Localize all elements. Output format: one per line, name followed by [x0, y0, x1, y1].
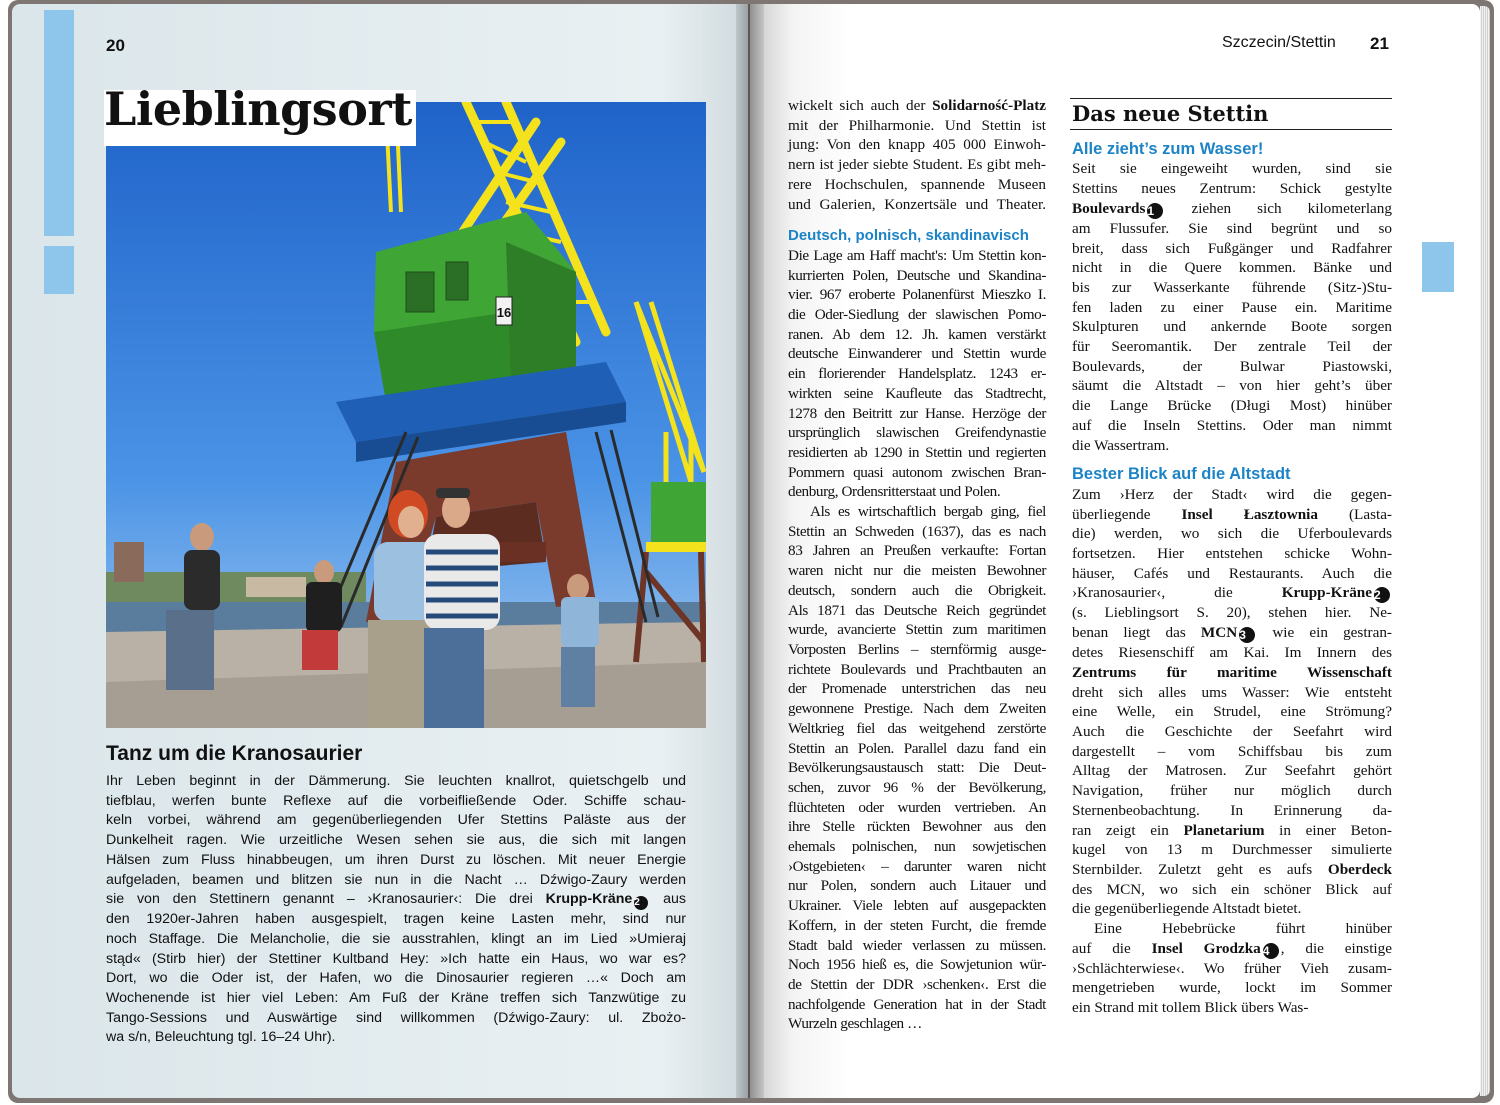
text-run: Stettin an Polen. Parallel dazu fand ein: [788, 739, 1046, 757]
text-run: breit, dass sich Fußgänger und Radfahrer: [1072, 239, 1392, 257]
text-run: rere Hochschulen, spannende Museen: [788, 175, 1046, 193]
text-line: [788, 798, 1046, 818]
text-line: [1070, 978, 1392, 998]
text-line: [1070, 524, 1392, 544]
bold-term: Boulevards: [1072, 199, 1146, 217]
text-run: tiefblau, werfen bunte Reflexe auf die vorbeifließende Oder. Schiffe schau-: [106, 792, 686, 809]
text-run: Alltag der Matrosen. Zur Seefahrt gehört: [1072, 762, 1392, 780]
text-line: [1070, 899, 1392, 919]
text-run: wa s/n, Beleuchtung tgl. 16–24 Uhr).: [106, 1029, 336, 1046]
map-marker-badge: 3: [1239, 627, 1255, 643]
text-run: ran zeigt ein: [1072, 821, 1184, 839]
middle-subheading: Deutsch, polnisch, skandinavisch: [788, 227, 1029, 245]
text-line: [1070, 623, 1392, 643]
text-line: [1070, 722, 1392, 742]
text-run: aus: [650, 891, 686, 908]
text-run: fen laden zu einer Pause ein. Maritime: [1072, 298, 1392, 316]
text-run: 1278 den Beitritt zur Hanse. Herzöge der: [788, 404, 1046, 422]
text-line: [788, 660, 1046, 680]
text-run: (s. Lieblingsort S. 20), stehen hier. Ne-: [1072, 604, 1392, 622]
text-run: dreht sich alles ums Wasser: Wie entsteht: [1072, 683, 1392, 701]
page-title: Lieblingsort: [104, 82, 412, 136]
bold-term: Solidarność-Platz: [932, 97, 1046, 114]
text-line: [106, 831, 686, 851]
text-run: Noch 1956 hieß es, die Sowjetunion wür-: [788, 956, 1046, 974]
book-gutter: [736, 4, 764, 1098]
text-run: nicht in die Quere kommen. Bänke und: [1072, 259, 1392, 277]
text-line: [788, 995, 1046, 1015]
text-run: ziehen sich kilometerlang: [1165, 199, 1392, 217]
text-line: [1070, 663, 1392, 683]
text-run: wurde, avancierte Stettin zum maritimen: [788, 621, 1046, 639]
text-run: gewonnene Prestige. Nach dem Zweiten: [788, 700, 1046, 718]
text-run: Stettins neues Zentrum: Schick gestylte: [1072, 180, 1392, 198]
text-run: Seit sie eingeweiht wurden, sind sie: [1072, 160, 1392, 178]
text-line: [788, 857, 1046, 877]
text-run: jung: Von den knapp 405 000 Einwoh-: [788, 136, 1046, 154]
text-line: [1070, 179, 1392, 199]
text-run: säumt die Altstadt – von hier geht’s über: [1072, 377, 1392, 395]
text-run: Sternenbeobachtung. In Erinnerung da-: [1072, 801, 1392, 819]
text-line: [788, 719, 1046, 739]
text-run: Hälsen zum Fluss hinabbeugen, um ihren Durst zu löschen. Mit neuer Energie: [106, 851, 686, 868]
text-run: ranen. Ab dem 12. Jh. kamen verstärkt: [788, 325, 1046, 343]
text-line: [1070, 880, 1392, 900]
text-run: Sternbilder. Zuletzt geht es aufs: [1072, 860, 1328, 878]
text-line: [1070, 583, 1392, 603]
text-line: [788, 955, 1046, 975]
text-run: kurrierten Polen, Deutsche und Skandina-: [788, 266, 1046, 284]
map-marker-badge: 1: [1147, 203, 1163, 219]
text-run: noch Staffage. Die Melancholie, die sie ausstrahlen, klingt an im Lied »Umieraj: [106, 930, 686, 947]
text-line: [788, 699, 1046, 719]
text-run: wirkten seine Kaufleute das Stadtrecht,: [788, 384, 1046, 402]
text-line: [106, 772, 686, 792]
text-run: Dort, wo die Oder ist, der Hafen, wo die Dinosaurier regieren …« Doch am: [106, 970, 686, 987]
text-run: Zum ›Herz der Stadt‹ wird die gegen-: [1072, 485, 1392, 503]
text-line: [788, 96, 1046, 116]
text-line: [788, 758, 1046, 778]
crane-photo: [106, 102, 706, 728]
middle-column: [788, 96, 1046, 1034]
text-line: [788, 502, 1046, 522]
text-run: Stadt bald wieder verlassen zu müssen.: [788, 936, 1046, 954]
text-line: [788, 679, 1046, 699]
text-line: [1070, 159, 1392, 179]
text-line: [1070, 239, 1392, 259]
text-line: [106, 890, 686, 910]
text-line: [788, 423, 1046, 443]
text-run: die) werden, wo sich die Uferboulevards: [1072, 525, 1392, 543]
text-line: [1070, 761, 1392, 781]
text-run: Auch die Geschichte der Seefahrt wird: [1072, 722, 1392, 740]
text-line: [788, 175, 1046, 195]
text-run: Ukrainer. Viele lebten auf ausgepackten: [788, 897, 1046, 915]
text-line: [1070, 603, 1392, 623]
text-line: [106, 792, 686, 812]
text-line: [1070, 505, 1392, 525]
text-run: Als es wirtschaftlich bergab ging, fiel: [810, 503, 1046, 521]
text-run: 83 Jahren an Preußen verkaufte: Fortan: [788, 542, 1046, 560]
text-line: [106, 950, 686, 970]
text-run: waren nicht nur die meisten Bewohner: [788, 562, 1046, 580]
bold-term: Insel Grodzka: [1151, 939, 1261, 957]
text-run: auf die Inseln Stettins. Oder man nimmt: [1072, 416, 1392, 434]
left-page: [12, 4, 748, 1098]
text-run: mengetrieben wurde, lockt im Sommer: [1072, 979, 1392, 997]
text-line: [1070, 998, 1392, 1018]
text-run: auf die: [1072, 939, 1152, 957]
bold-term: Insel Łasztownia: [1181, 505, 1318, 523]
text-run: detes Riesenschiff am Kai. Im Innern des: [1072, 644, 1392, 662]
text-line: [788, 443, 1046, 463]
text-run: Wurzeln geschlagen …: [788, 1015, 922, 1033]
text-line: [1070, 702, 1392, 722]
text-run: Ihr Leben beginnt in der Dämmerung. Sie leuchten knallrot, quietschgelb und: [106, 773, 686, 789]
text-run: die gegenüberliegende Altstadt bietet.: [1072, 900, 1302, 918]
text-line: [788, 837, 1046, 857]
text-line: [788, 285, 1046, 305]
text-line: [1070, 939, 1392, 959]
text-run: eine Welle, ein Strudel, eine Strömung?: [1072, 703, 1392, 721]
text-line: [788, 384, 1046, 404]
text-line: [788, 817, 1046, 837]
text-line: [1070, 742, 1392, 762]
text-line: [1070, 781, 1392, 801]
box-title: Das neue Stettin: [1072, 101, 1269, 126]
text-run: Pommern quasi autonom zwischen Bran-: [788, 463, 1046, 481]
text-run: wickelt sich auch der: [788, 97, 933, 114]
text-run: ihre Stelle rückten Bewohner aus den: [788, 818, 1046, 836]
text-line: [788, 620, 1046, 640]
text-run: aufgeladen, beamen und blitzen sie nun in die Nacht … Dźwigo-Zaury werden: [106, 871, 686, 888]
box-subheading-2: Bester Blick auf die Altstadt: [1072, 465, 1291, 484]
text-run: , die einstige: [1280, 939, 1392, 957]
text-run: nachfolgende Generation hat in der Stadt: [788, 995, 1046, 1013]
text-run: in einer Beton-: [1264, 821, 1392, 839]
text-run: häuser, Cafés und Restaurants. Auch die: [1072, 564, 1392, 582]
text-line: [788, 778, 1046, 798]
page-number-right: 21: [1370, 34, 1389, 53]
info-box: [1070, 98, 1392, 1018]
text-run: residierten ab 1290 in Stettin und regierten: [788, 443, 1046, 461]
text-run: vier. 967 eroberte Polanenfürst Mieszko I.: [788, 286, 1046, 304]
article-body: [106, 772, 686, 1048]
text-line: [106, 969, 686, 989]
text-run: fortsetzen. Hier entstehen schicke Wohn-: [1072, 545, 1392, 563]
text-line: [106, 1009, 686, 1029]
text-run: keln vorbei, während am gegenüberliegenden Ufer Stettins Paläste aus der: [106, 812, 686, 829]
text-run: Stettin an Schweden (1637), das es nach: [788, 522, 1046, 540]
text-run: und Galerien, Konzertsäle und Theater.: [788, 195, 1046, 213]
running-head: Szczecin/Stettin: [1222, 34, 1336, 51]
section-heading: Tanz um die Kranosaurier: [106, 742, 363, 765]
map-marker-badge: 2: [1374, 587, 1390, 603]
text-run: den 1920er-Jahren haben ausgespielt, tragen keine Lasten mehr, sind nur: [106, 911, 686, 928]
text-run: de Stettin der DDR ›schenken‹. Erst die: [788, 975, 1046, 993]
box-section-2: [1070, 485, 1392, 1018]
text-line: [1070, 860, 1392, 880]
text-line: [106, 910, 686, 930]
text-run: Bevölkerungsaustausch statt: Die Deut-: [788, 759, 1046, 777]
crane-number-plate: 16: [496, 305, 512, 320]
box-section-1: [1070, 159, 1392, 455]
text-run: die Wassertram.: [1072, 436, 1170, 454]
section-tab-right: [1422, 242, 1454, 292]
text-run: nur Polen, sondern auch Litauer und: [788, 877, 1046, 895]
text-line: [788, 640, 1046, 660]
text-line: [788, 1014, 1046, 1034]
text-run: für Seeromantik. Der zentrale Teil der: [1072, 338, 1392, 356]
text-run: Weltkrieg fiel das weitgehend zerstörte: [788, 719, 1046, 737]
text-run: ›Ostgebieten‹ – darunter waren nicht: [788, 857, 1046, 875]
text-run: dargestellt – vom Schiffsbau bis zum: [1072, 742, 1392, 760]
text-line: [1070, 376, 1392, 396]
text-line: [1070, 564, 1392, 584]
text-run: ein Strand mit tollem Blick übers Was-: [1072, 999, 1309, 1017]
text-line: [1070, 544, 1392, 564]
text-line: [788, 561, 1046, 581]
text-line: [788, 975, 1046, 995]
text-line: [788, 522, 1046, 542]
text-run: deutsche Einwanderer und Stettin wurde: [788, 345, 1046, 363]
text-run: (Lasta-: [1317, 505, 1392, 523]
text-run: flüchteten oder wurden vertrieben. An: [788, 798, 1046, 816]
text-run: die Lange Brücke (Długi Most) hinüber: [1072, 397, 1392, 415]
text-run: Koffern, in der steten Furcht, die fremde: [788, 916, 1046, 934]
text-line: [788, 344, 1046, 364]
text-line: [788, 195, 1046, 215]
bold-term: Krupp-Kräne: [1281, 584, 1372, 602]
text-line: [788, 325, 1046, 345]
text-line: [1070, 396, 1392, 416]
page-edges: [1480, 6, 1490, 1096]
text-line: [788, 541, 1046, 561]
text-line: [788, 581, 1046, 601]
text-line: [1070, 199, 1392, 219]
text-run: Boulevards, der Bulwar Piastowski,: [1072, 357, 1392, 375]
text-line: [788, 404, 1046, 424]
text-run: des MCN, wo sich ein schöner Blick auf: [1072, 880, 1392, 898]
text-run: schen, zuvor 96 % der Bevölkerung,: [788, 778, 1046, 796]
text-run: ehemals polnischen, nun sowjetischen: [788, 838, 1046, 856]
text-line: [788, 482, 1046, 502]
text-run: richtete Boulevards und Prachtbauten an: [788, 660, 1046, 678]
text-line: [106, 871, 686, 891]
text-run: wie ein gestran-: [1257, 624, 1392, 642]
text-run: benan liegt das: [1072, 624, 1201, 642]
text-line: [1070, 278, 1392, 298]
text-line: [788, 739, 1046, 759]
text-line: [788, 364, 1046, 384]
bold-term: Oberdeck: [1327, 860, 1392, 878]
text-line: [106, 1028, 686, 1048]
text-line: [788, 463, 1046, 483]
text-line: [788, 266, 1046, 286]
map-marker-badge: 2: [634, 896, 648, 910]
box-title-rule: [1070, 129, 1392, 130]
text-run: Eine Hebebrücke führt hinüber: [1094, 920, 1392, 938]
text-run: überliegende: [1072, 505, 1182, 523]
text-line: [1070, 821, 1392, 841]
text-line: [788, 246, 1046, 266]
section-tab-upper: [44, 10, 74, 236]
text-line: [788, 916, 1046, 936]
page-number-left: 20: [106, 36, 125, 55]
bold-term: Zentrums für maritime Wissenschaft: [1072, 663, 1392, 681]
text-run: nern ist jeder siebte Student. Es gibt meh-: [788, 156, 1046, 174]
text-line: [106, 930, 686, 950]
text-line: [1070, 317, 1392, 337]
text-run: Als 1871 das Deutsche Reich gegründet: [788, 601, 1046, 619]
text-run: Vorposten Berlins – sternförmig ausge-: [788, 640, 1046, 658]
bold-term: Planetarium: [1183, 821, 1265, 839]
text-line: [788, 155, 1046, 175]
text-run: deutsch, sondern auch die Obrigkeit.: [788, 581, 1046, 599]
middle-column-intro: [788, 96, 1046, 214]
text-run: Navigation, früher nur möglich durch: [1072, 782, 1392, 800]
text-line: [1070, 801, 1392, 821]
text-run: die Oder-Siedlung der slawischen Pomo-: [788, 306, 1046, 324]
text-run: kugel von 13 m Durchmesser simulierte: [1072, 841, 1392, 859]
text-run: bis zur Wasserkante führende (Sitz-)Stu-: [1072, 278, 1392, 296]
text-run: der Promenade unterstrichen das neu: [788, 680, 1046, 698]
text-line: [1070, 258, 1392, 278]
text-line: [1070, 919, 1392, 939]
text-run: ursprünglich slawischen Greifendynastie: [788, 424, 1046, 442]
text-line: [1070, 298, 1392, 318]
text-line: [1070, 416, 1392, 436]
text-line: [788, 896, 1046, 916]
text-line: [1070, 959, 1392, 979]
text-run: Skulpturen und ankernde Boote sorgen: [1072, 318, 1392, 336]
text-line: [788, 305, 1046, 325]
text-line: [788, 936, 1046, 956]
text-line: [1070, 436, 1392, 456]
section-tab-lower: [44, 246, 74, 294]
text-line: [1070, 357, 1392, 377]
text-run: mit der Philharmonie. Und Stettin ist: [788, 116, 1046, 134]
text-line: [1070, 219, 1392, 239]
text-line: [106, 851, 686, 871]
text-run: Dunkelheit ragen. Wie urzeitliche Wesen sehen sie aus, die sich mit langen: [106, 832, 686, 849]
text-line: [1070, 643, 1392, 663]
text-run: stąd« (Stirb hier) der Stettiner Kultband Hey: »Ich hatte ein Haus, wo war es?: [106, 950, 686, 967]
text-line: [1070, 840, 1392, 860]
text-run: ein florierender Handelsplatz. 1243 er-: [788, 365, 1046, 383]
text-run: Die Lage am Haff macht's: Um Stettin kon-: [788, 246, 1046, 264]
text-line: [1070, 337, 1392, 357]
text-line: [788, 601, 1046, 621]
text-line: [1070, 485, 1392, 505]
map-marker-badge: 4: [1263, 943, 1279, 959]
text-run: ›Schlächterwiese‹. Wo früher Vieh zusam-: [1072, 959, 1392, 977]
box-subheading-1: Alle zieht’s zum Wasser!: [1072, 139, 1264, 158]
text-run: Tango-Sessions und Auswärtige sind willkommen (Dźwigo-Zaury: ul. Zbożo-: [106, 1009, 686, 1026]
text-run: am Flussufer. Sie sind begrünt und so: [1072, 219, 1392, 237]
right-page: [750, 4, 1480, 1098]
bold-term: MCN: [1200, 624, 1238, 642]
text-line: [106, 989, 686, 1009]
text-line: [788, 135, 1046, 155]
text-line: [788, 116, 1046, 136]
text-run: ›Kranosaurier‹, die: [1072, 584, 1282, 602]
text-run: denburg, Ordensritterstaat und Polen.: [788, 483, 1001, 501]
text-line: [106, 811, 686, 831]
text-line: [1070, 683, 1392, 703]
text-run: Wochenende ist hier viel Leben: Am Fuß der Kräne treffen sich Tanzwütige zu: [106, 990, 686, 1007]
text-run: sie von den Stettinern genannt – ›Kranosaurier‹: Die drei: [106, 891, 546, 908]
middle-column-history: [788, 246, 1046, 1034]
text-line: [788, 876, 1046, 896]
bold-term: Krupp-Kräne: [545, 891, 633, 908]
